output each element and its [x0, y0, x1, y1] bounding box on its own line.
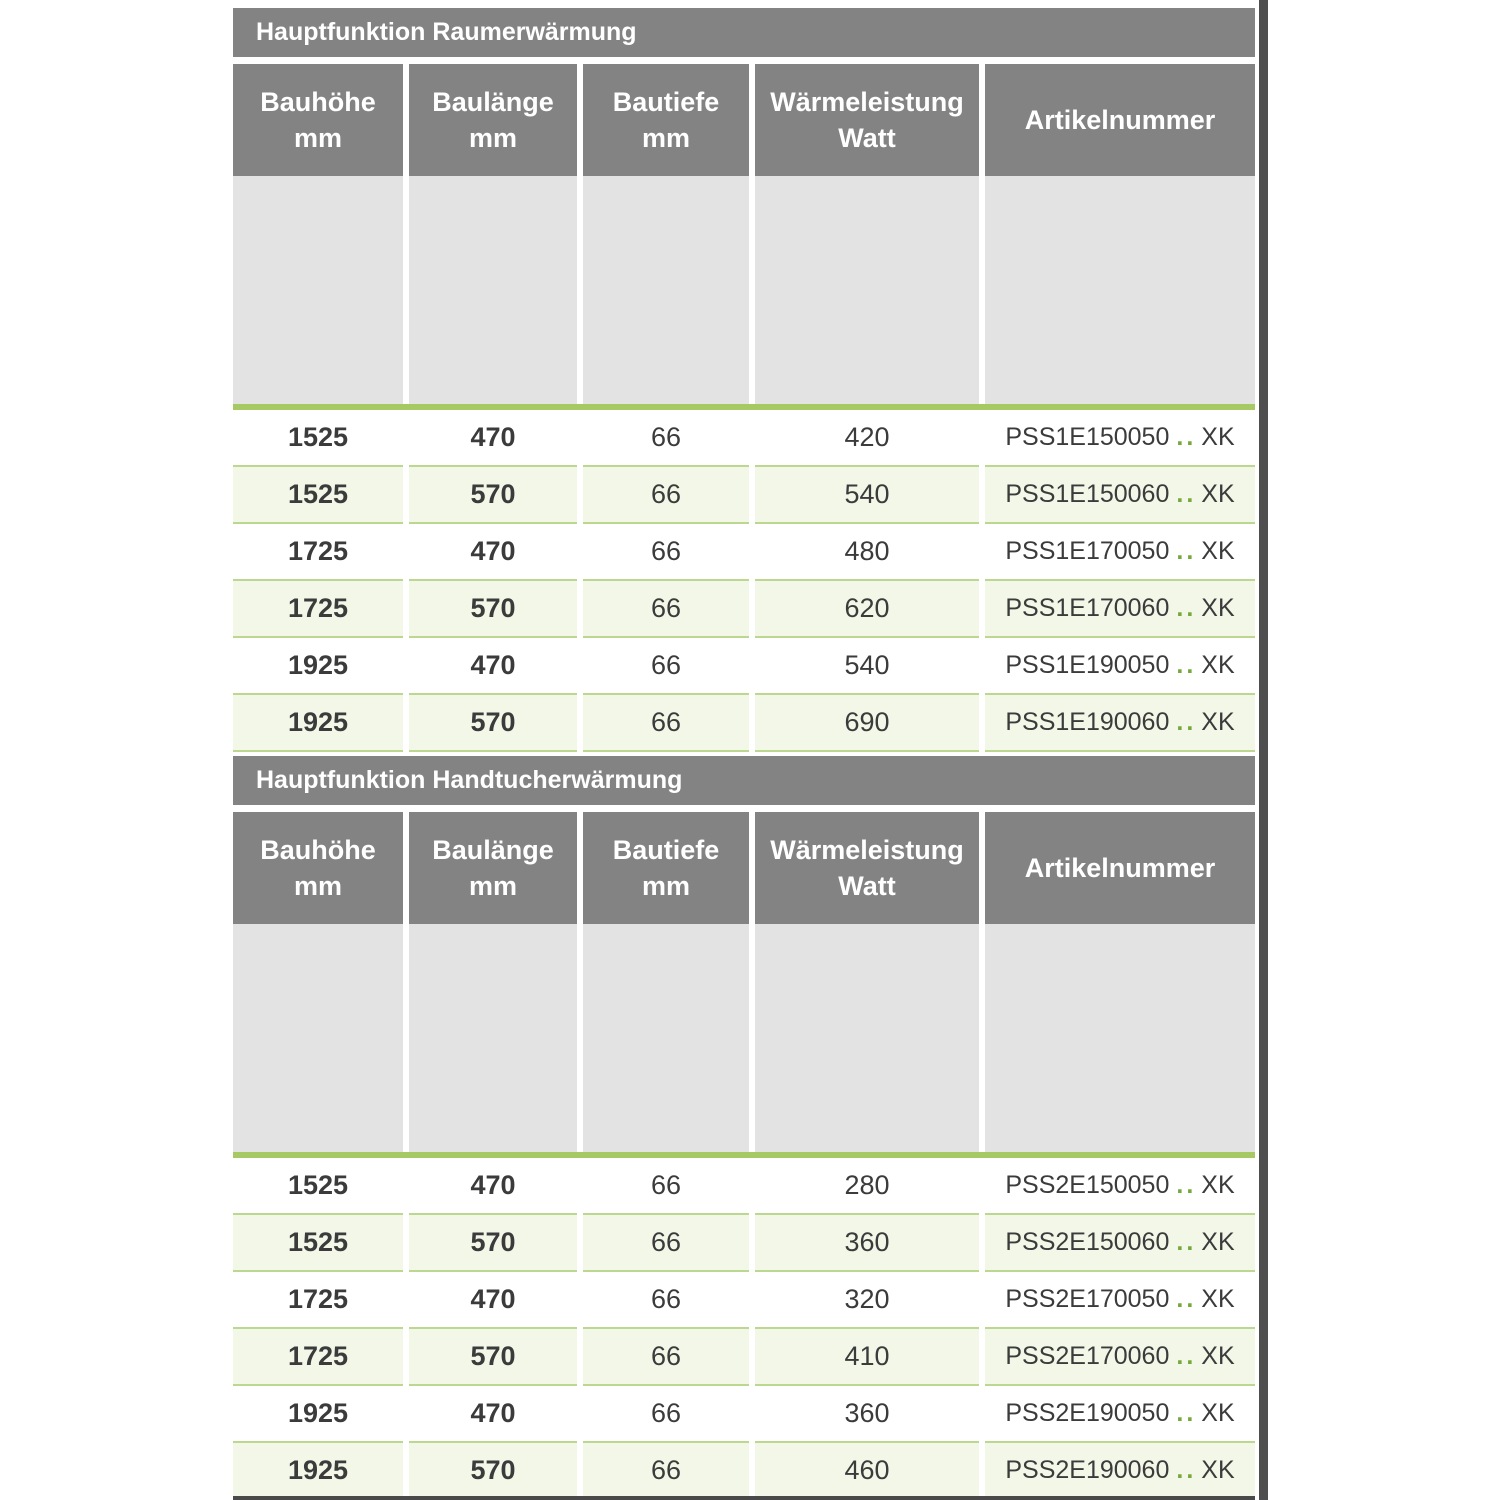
header-bauhoehe: Bauhöhe mm [233, 812, 403, 924]
cell-artikelnummer: PSS2E190060 .. XK [985, 1443, 1255, 1500]
table-row [233, 1386, 1255, 1443]
cell-artikelnummer: PSS2E150050 .. XK [985, 1158, 1255, 1215]
cell-bauhoehe: 1525 [233, 467, 403, 524]
cell-bauhoehe: 1525 [233, 410, 403, 467]
table-row [233, 1329, 1255, 1386]
cell-artikelnummer: PSS2E190050 .. XK [985, 1386, 1255, 1443]
page-edge-strip [1259, 0, 1268, 1500]
cell-bauhoehe: 1725 [233, 581, 403, 638]
header-bauhoehe: Bauhöhe mm [233, 64, 403, 176]
cell-bautiefe: 66 [583, 1329, 749, 1386]
cell-baulaenge: 570 [409, 581, 577, 638]
cell-waermeleistung: 540 [755, 467, 979, 524]
cell-baulaenge: 570 [409, 1443, 577, 1500]
product-image-placeholder [409, 176, 577, 404]
header-waermeleistung: Wärmeleistung Watt [755, 64, 979, 176]
cell-bautiefe: 66 [583, 1158, 749, 1215]
cell-bautiefe: 66 [583, 638, 749, 695]
cell-waermeleistung: 540 [755, 638, 979, 695]
product-image-placeholder [985, 176, 1255, 404]
cell-bautiefe: 66 [583, 581, 749, 638]
cell-bautiefe: 66 [583, 1443, 749, 1500]
cell-artikelnummer: PSS1E170060 .. XK [985, 581, 1255, 638]
table-bottom-rule [233, 1496, 1255, 1500]
product-image-placeholder [233, 176, 403, 404]
table-row [233, 467, 1255, 524]
cell-baulaenge: 470 [409, 410, 577, 467]
cell-bauhoehe: 1925 [233, 695, 403, 752]
cell-bauhoehe: 1925 [233, 638, 403, 695]
wildcard-dots: .. [1176, 1399, 1197, 1427]
wildcard-dots: .. [1176, 537, 1197, 565]
cell-waermeleistung: 460 [755, 1443, 979, 1500]
section-title-bar [233, 756, 1255, 805]
table-row [233, 410, 1255, 467]
cell-bauhoehe: 1725 [233, 524, 403, 581]
cell-bautiefe: 66 [583, 1386, 749, 1443]
product-image-placeholder [583, 924, 749, 1152]
cell-waermeleistung: 420 [755, 410, 979, 467]
product-image-placeholder [409, 924, 577, 1152]
cell-bautiefe: 66 [583, 1215, 749, 1272]
table-row [233, 695, 1255, 752]
product-image-placeholder [755, 176, 979, 404]
column-header-row [233, 812, 1255, 924]
wildcard-dots: .. [1176, 651, 1197, 679]
table-row [233, 1158, 1255, 1215]
cell-bauhoehe: 1525 [233, 1215, 403, 1272]
wildcard-dots: .. [1176, 480, 1197, 508]
cell-waermeleistung: 480 [755, 524, 979, 581]
cell-baulaenge: 470 [409, 524, 577, 581]
section-handtucherwaermung [233, 756, 1255, 1500]
cell-waermeleistung: 690 [755, 695, 979, 752]
table-row [233, 638, 1255, 695]
product-spec-tables [233, 0, 1255, 1500]
cell-artikelnummer: PSS1E190050 .. XK [985, 638, 1255, 695]
header-artikelnummer: Artikelnummer [985, 812, 1255, 924]
cell-baulaenge: 470 [409, 1158, 577, 1215]
cell-baulaenge: 470 [409, 1272, 577, 1329]
cell-bautiefe: 66 [583, 467, 749, 524]
wildcard-dots: .. [1176, 1456, 1197, 1484]
header-artikelnummer: Artikelnummer [985, 64, 1255, 176]
header-baulaenge: Baulänge mm [409, 812, 577, 924]
cell-waermeleistung: 360 [755, 1215, 979, 1272]
cell-baulaenge: 470 [409, 638, 577, 695]
cell-artikelnummer: PSS2E170050 .. XK [985, 1272, 1255, 1329]
cell-waermeleistung: 280 [755, 1158, 979, 1215]
cell-waermeleistung: 620 [755, 581, 979, 638]
cell-baulaenge: 570 [409, 695, 577, 752]
cell-artikelnummer: PSS2E150060 .. XK [985, 1215, 1255, 1272]
cell-baulaenge: 570 [409, 1329, 577, 1386]
cell-waermeleistung: 320 [755, 1272, 979, 1329]
cell-bauhoehe: 1925 [233, 1443, 403, 1500]
image-placeholder-row [233, 924, 1255, 1152]
product-image-placeholder [755, 924, 979, 1152]
table-row [233, 1215, 1255, 1272]
product-image-placeholder [583, 176, 749, 404]
cell-artikelnummer: PSS1E170050 .. XK [985, 524, 1255, 581]
cell-bautiefe: 66 [583, 1272, 749, 1329]
cell-bauhoehe: 1725 [233, 1329, 403, 1386]
cell-bautiefe: 66 [583, 695, 749, 752]
wildcard-dots: .. [1176, 1342, 1197, 1370]
cell-baulaenge: 470 [409, 1386, 577, 1443]
header-baulaenge: Baulänge mm [409, 64, 577, 176]
header-waermeleistung: Wärmeleistung Watt [755, 812, 979, 924]
image-placeholder-row [233, 176, 1255, 404]
cell-baulaenge: 570 [409, 1215, 577, 1272]
cell-bautiefe: 66 [583, 410, 749, 467]
header-bautiefe: Bautiefe mm [583, 64, 749, 176]
header-bautiefe: Bautiefe mm [583, 812, 749, 924]
cell-waermeleistung: 360 [755, 1386, 979, 1443]
cell-bauhoehe: 1925 [233, 1386, 403, 1443]
cell-bauhoehe: 1725 [233, 1272, 403, 1329]
table-row [233, 524, 1255, 581]
section-title: Hauptfunktion Handtucherwärmung [256, 766, 683, 794]
table-row [233, 1272, 1255, 1329]
cell-bauhoehe: 1525 [233, 1158, 403, 1215]
wildcard-dots: .. [1176, 423, 1197, 451]
cell-baulaenge: 570 [409, 467, 577, 524]
product-image-placeholder [985, 924, 1255, 1152]
section-raumerwaermung [233, 8, 1255, 752]
wildcard-dots: .. [1176, 594, 1197, 622]
column-header-row [233, 64, 1255, 176]
wildcard-dots: .. [1176, 1285, 1197, 1313]
section-title-bar [233, 8, 1255, 57]
product-image-placeholder [233, 924, 403, 1152]
cell-bautiefe: 66 [583, 524, 749, 581]
cell-artikelnummer: PSS1E150050 .. XK [985, 410, 1255, 467]
table-row [233, 581, 1255, 638]
table-row [233, 1443, 1255, 1500]
cell-artikelnummer: PSS1E190060 .. XK [985, 695, 1255, 752]
wildcard-dots: .. [1176, 1171, 1197, 1199]
cell-artikelnummer: PSS2E170060 .. XK [985, 1329, 1255, 1386]
wildcard-dots: .. [1176, 708, 1197, 736]
cell-waermeleistung: 410 [755, 1329, 979, 1386]
cell-artikelnummer: PSS1E150060 .. XK [985, 467, 1255, 524]
section-title: Hauptfunktion Raumerwärmung [256, 18, 637, 46]
wildcard-dots: .. [1176, 1228, 1197, 1256]
